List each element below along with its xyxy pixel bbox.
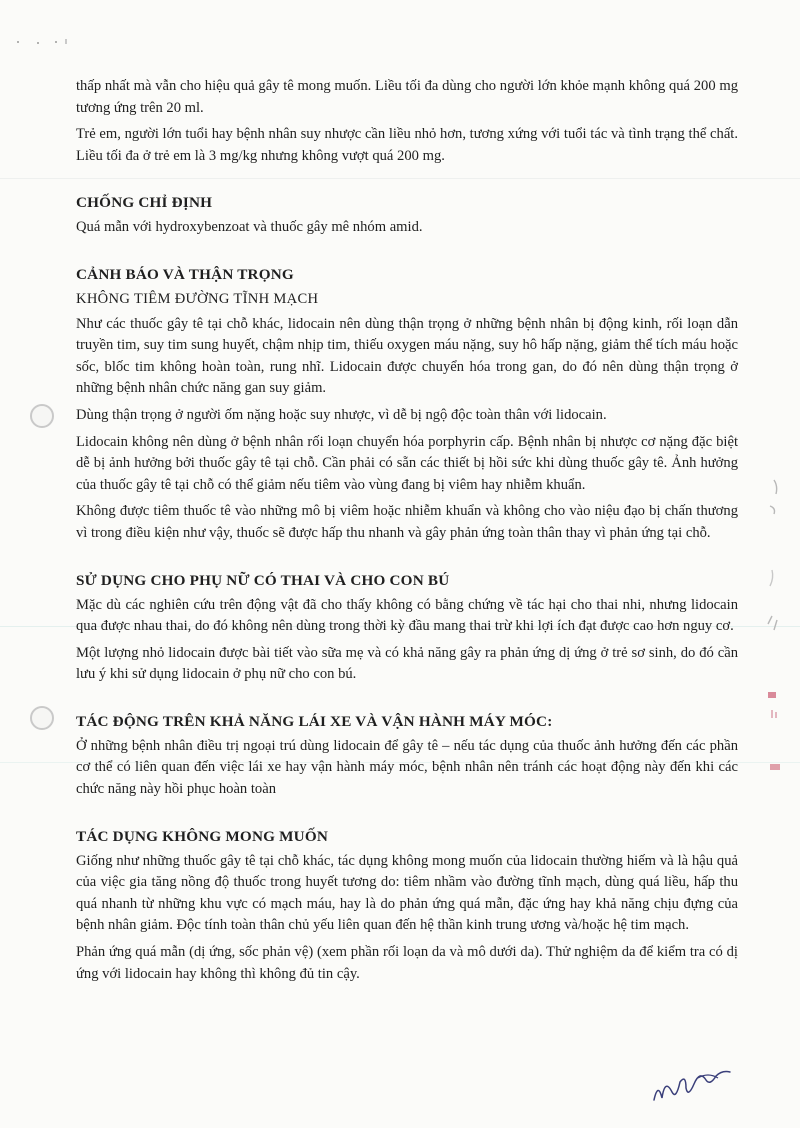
- section-heading: TÁC DỤNG KHÔNG MONG MUỐN: [76, 827, 329, 845]
- adverse-paragraph: Giống như những thuốc gây tê tại chỗ khác, tác dụng không mong muốn của lidocain thường hiếm và là hậu quả của việc gia tăng nồng độ thuốc trong huyết tương do: tiêm nhầm vào đường tĩnh mạch, dùng quá liều, hấp thu quá nhanh từ những khu vực có mạch máu, hay là do phản ứng quá mẫn, đặc ứng hay khả năng chịu đựng của bệnh nhân giảm. Độc tính toàn thân chủ yếu liên quan đến hệ thần kinh trung ương và/hoặc hệ tim mạch.: [76, 852, 738, 934]
- dosage-paragraph: Trẻ em, người lớn tuổi hay bệnh nhân suy nhược cần liều nhỏ hơn, tương xứng với tuổi tác và tình trạng thể chất. Liều tối đa ở trẻ em là 3 mg/kg nhưng không vượt quá 200 mg.: [76, 126, 738, 164]
- driving-paragraph: Ở những bệnh nhân điều trị ngoại trú dùng lidocain để gây tê – nếu tác dụng của thuốc ảnh hưởng đến các phần cơ thể có liên quan đến việc lái xe hay vận hành máy móc, bệnh nhân nên tránh các hoạt động này đến khi các chức năng này hồi phục hoàn toàn: [76, 737, 738, 798]
- pregnancy-paragraph: Mặc dù các nghiên cứu trên động vật đã cho thấy không có bằng chứng về tác hại cho thai nhi, nhưng lidocain qua được nhau thai, do đó không nên dùng trong thời kỳ đầu mang thai trừ khi lợi ích đạt được cao hơn nguy cơ.: [76, 596, 738, 635]
- dosage-paragraph: thấp nhất mà vẫn cho hiệu quả gây tê mong muốn. Liều tối đa dùng cho người lớn khỏe mạnh không quá 200 mg tương ứng trên 20 ml.: [76, 78, 738, 116]
- section-heading: CẢNH BÁO VÀ THẬN TRỌNG: [76, 265, 294, 283]
- punch-hole-icon: [30, 404, 54, 428]
- warnings-paragraph: Như các thuốc gây tê tại chỗ khác, lidocain nên dùng thận trọng ở những bệnh nhân bị động kinh, rối loạn dẫn truyền tim, suy tim sung huyết, chậm nhịp tim, thiếu oxygen máu nặng, suy hô hấp nặng, giảm thể tích máu hoặc sốc, blốc tim không hoàn toàn, rung nhĩ. Lidocain được chuyển hóa trong gan, do đó nên dùng thận trọng ở những bệnh nhân chức năng gan suy giảm.: [76, 315, 738, 397]
- punch-hole-icon: [30, 706, 54, 730]
- section-subheading: KHÔNG TIÊM ĐƯỜNG TĨNH MẠCH: [76, 290, 319, 307]
- section-heading: TÁC ĐỘNG TRÊN KHẢ NĂNG LÁI XE VÀ VẬN HÀNH MÁY MÓC:: [76, 712, 553, 730]
- section-heading: CHỐNG CHỈ ĐỊNH: [76, 194, 213, 212]
- adverse-paragraph: Phản ứng quá mẫn (dị ứng, sốc phản vệ) (xem phần rối loạn da và mô dưới da). Thử nghiệm da để kiểm tra có dị ứng với lidocain hay không thì không đủ tin cậy.: [76, 944, 738, 982]
- handwritten-signature-icon: [648, 1066, 738, 1110]
- document-body: [76, 76, 738, 990]
- warnings-paragraph: Không được tiêm thuốc tê vào những mô bị viêm hoặc nhiễm khuẩn và không cho vào niệu đạo bị chấn thương vì trong điều kiện như vậy, thuốc sẽ được hấp thu nhanh và gây phản ứng toàn thân thay vì phản ứng tại chỗ.: [76, 503, 738, 541]
- pregnancy-paragraph: Một lượng nhỏ lidocain được bài tiết vào sữa mẹ và có khả năng gây ra phản ứng dị ứng ở trẻ sơ sinh, do đó cần lưu ý khi sử dụng lidocain ở phụ nữ cho con bú.: [76, 644, 738, 683]
- warnings-paragraph: Dùng thận trọng ở người ốm nặng hoặc suy nhược, vì dễ bị ngộ độc toàn thân với lidocain.: [76, 406, 607, 423]
- edge-scan-marks-icon: [748, 460, 788, 780]
- warnings-paragraph: Lidocain không nên dùng ở bệnh nhân rối loạn chuyển hóa porphyrin cấp. Bệnh nhân bị nhược cơ nặng đặc biệt dễ bị ảnh hưởng bởi thuốc gây tê tại chỗ. Cần phải có sẵn các thiết bị hồi sức khi dùng thuốc gây tê. Ảnh hưởng của thuốc gây tê tại chỗ có thể giảm nếu tiêm vào vùng đang bị viêm hay nhiễm khuẩn.: [76, 433, 738, 493]
- scan-specks-icon: [14, 34, 84, 46]
- contraindications-paragraph: Quá mẫn với hydroxybenzoat và thuốc gây mê nhóm amid.: [76, 219, 423, 236]
- section-heading: SỬ DỤNG CHO PHỤ NỮ CÓ THAI VÀ CHO CON BÚ: [76, 571, 450, 589]
